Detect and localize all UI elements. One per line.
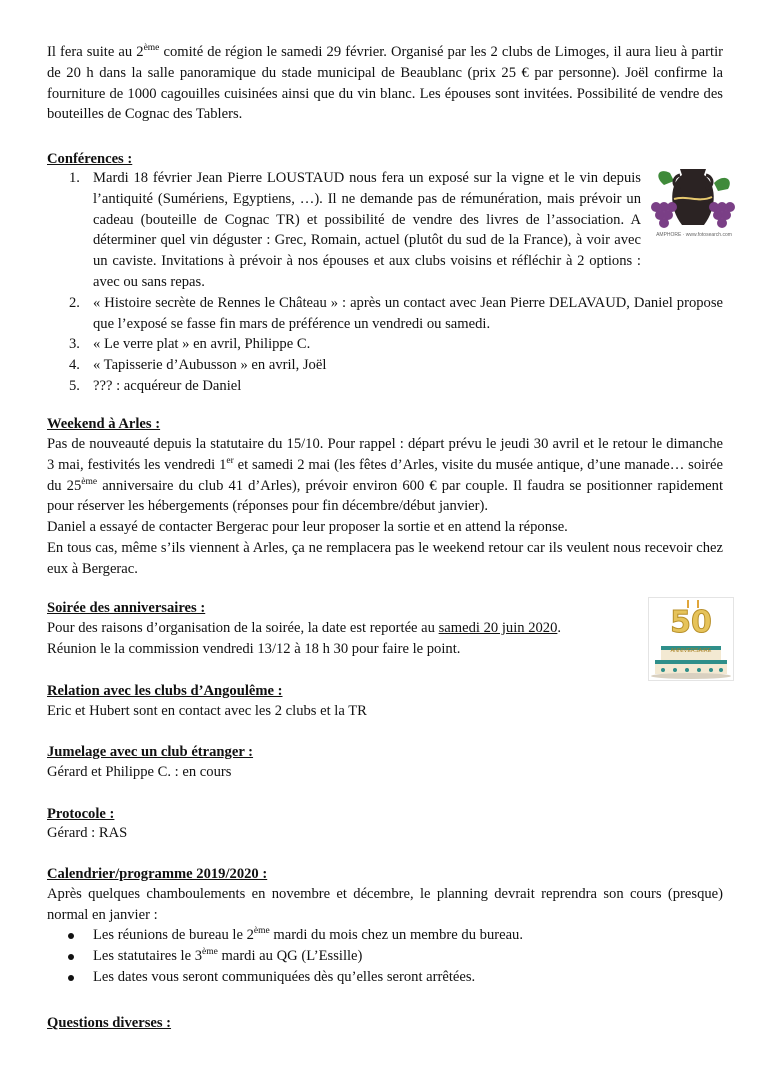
amphora-caption: AMPHORE · www.fotosearch.com [656, 232, 732, 238]
arles-paragraph-3: En tous cas, même s’ils viennent à Arles, ça ne remplacera pas le weekend retour car ils veulent nous recevoir chez eux à Bergerac. [47, 539, 723, 577]
conferences-list [47, 168, 723, 397]
anniversary-cake-image [648, 597, 734, 681]
arles-paragraph-2: Daniel a essayé de contacter Bergerac pour leur proposer la sortie et en attend la réponse. [47, 519, 568, 536]
questions-heading: Questions diverses : [47, 1015, 172, 1031]
anniversaires-body [47, 618, 607, 660]
arles-heading: Weekend à Arles : [47, 416, 161, 432]
intro-paragraph: Il fera suite au 2ème comité de région le samedi 29 février. Organisé par les 2 clubs de Limoges, il aura lieu à partir de 20 h dans la salle panoramique du stade municipal de Beaublanc (prix 25 € par personne). Joël confirme la fourniture de 1000 cagouilles cuisinées ainsi que du vin blanc. Les épouses sont invitées. Possibilité de vendre des bouteilles de Cognac des Tablers. [47, 43, 723, 123]
protocole-body: Gérard : RAS [47, 825, 128, 841]
conference-item: 1. Mardi 18 février Jean Pierre LOUSTAUD nous fera un exposé sur la vigne et le vin depuis l’antiquité (Sumériens, Egyptiens, …). Il ne demande pas de rémunération, mais prévoir un cadeau (bouteille de Cognac TR) et possibilité de vendre des livres de l’association. A déterminer quel vin déguster : Grec, Romain, actuel (plutôt du sud de la France), à voir avec un caviste. Invitations à prévoir à nos épouses et aux clubs voisins et réfléchir à 2 options : avec ou sans repas. [69, 170, 641, 290]
bullet-icon [68, 933, 74, 939]
bullet-icon [68, 954, 74, 960]
arles-body [47, 434, 723, 580]
arles-paragraph-1: Pas de nouveauté depuis la statutaire du 15/10. Pour rappel : départ prévu le jeudi 30 avril et le retour le dimanche 3 mai, festivités les vendredi 1er et samedi 2 mai (les fêtes d’Arles, visite du musée antique, d’une manade… soirée du 25ème anniversaire du club 41 d’Arles), prévoir environ 600 € par couple. Il faudra se positionner rapidement pour réserver les hébergements (réponses pour fin décembre/début janvier). [47, 436, 724, 515]
calendrier-heading: Calendrier/programme 2019/2020 : [47, 866, 268, 882]
jumelage-body: Gérard et Philippe C. : en cours [47, 764, 232, 780]
cake-banner: ANNIVERSAIRE [670, 648, 712, 654]
calendrier-intro: Après quelques chamboulements en novembre et décembre, le planning devrait reprendra son cours (presque) normal en janvier : [47, 886, 723, 923]
cake-number: 50 [670, 605, 712, 640]
calendrier-item: Les dates vous seront communiquées dès qu’elles seront arrêtées. [47, 967, 723, 988]
calendrier-list [47, 925, 723, 988]
bullet-icon [68, 975, 74, 981]
conferences-heading: Conférences : [47, 151, 133, 167]
conference-item: 2. « Histoire secrète de Rennes le Château » : après un contact avec Jean Pierre DELAVAUD, Daniel propose que l’exposé se fasse fin mars de préférence un vendredi ou samedi. [69, 294, 723, 332]
angouleme-heading: Relation avec les clubs d’Angoulême : [47, 683, 283, 699]
conference-item: 3. « Le verre plat » en avril, Philippe C. [69, 336, 311, 353]
calendrier-item: Les réunions de bureau le 2ème mardi du mois chez un membre du bureau. [47, 925, 723, 946]
amphora-grapes-icon [644, 163, 742, 241]
anniversaires-paragraph-1: Pour des raisons d’organisation de la soirée, la date est reportée au samedi 20 juin 2020. [47, 620, 562, 636]
conference-item: 5. ??? : acquéreur de Daniel [69, 377, 242, 394]
protocole-heading: Protocole : [47, 806, 115, 822]
calendrier-item: Les statutaires le 3ème mardi au QG (L’Essille) [47, 946, 723, 967]
jumelage-heading: Jumelage avec un club étranger : [47, 744, 254, 760]
anniversaires-paragraph-2: Réunion le la commission vendredi 13/12 à 18 h 30 pour faire le point. [47, 640, 461, 657]
angouleme-body: Eric et Hubert sont en contact avec les 2 clubs et la TR [47, 703, 367, 719]
amphora-wine-image [644, 163, 742, 241]
conference-item: 4. « Tapisserie d’Aubusson » en avril, Joël [69, 357, 327, 374]
anniversaires-heading: Soirée des anniversaires : [47, 600, 206, 616]
